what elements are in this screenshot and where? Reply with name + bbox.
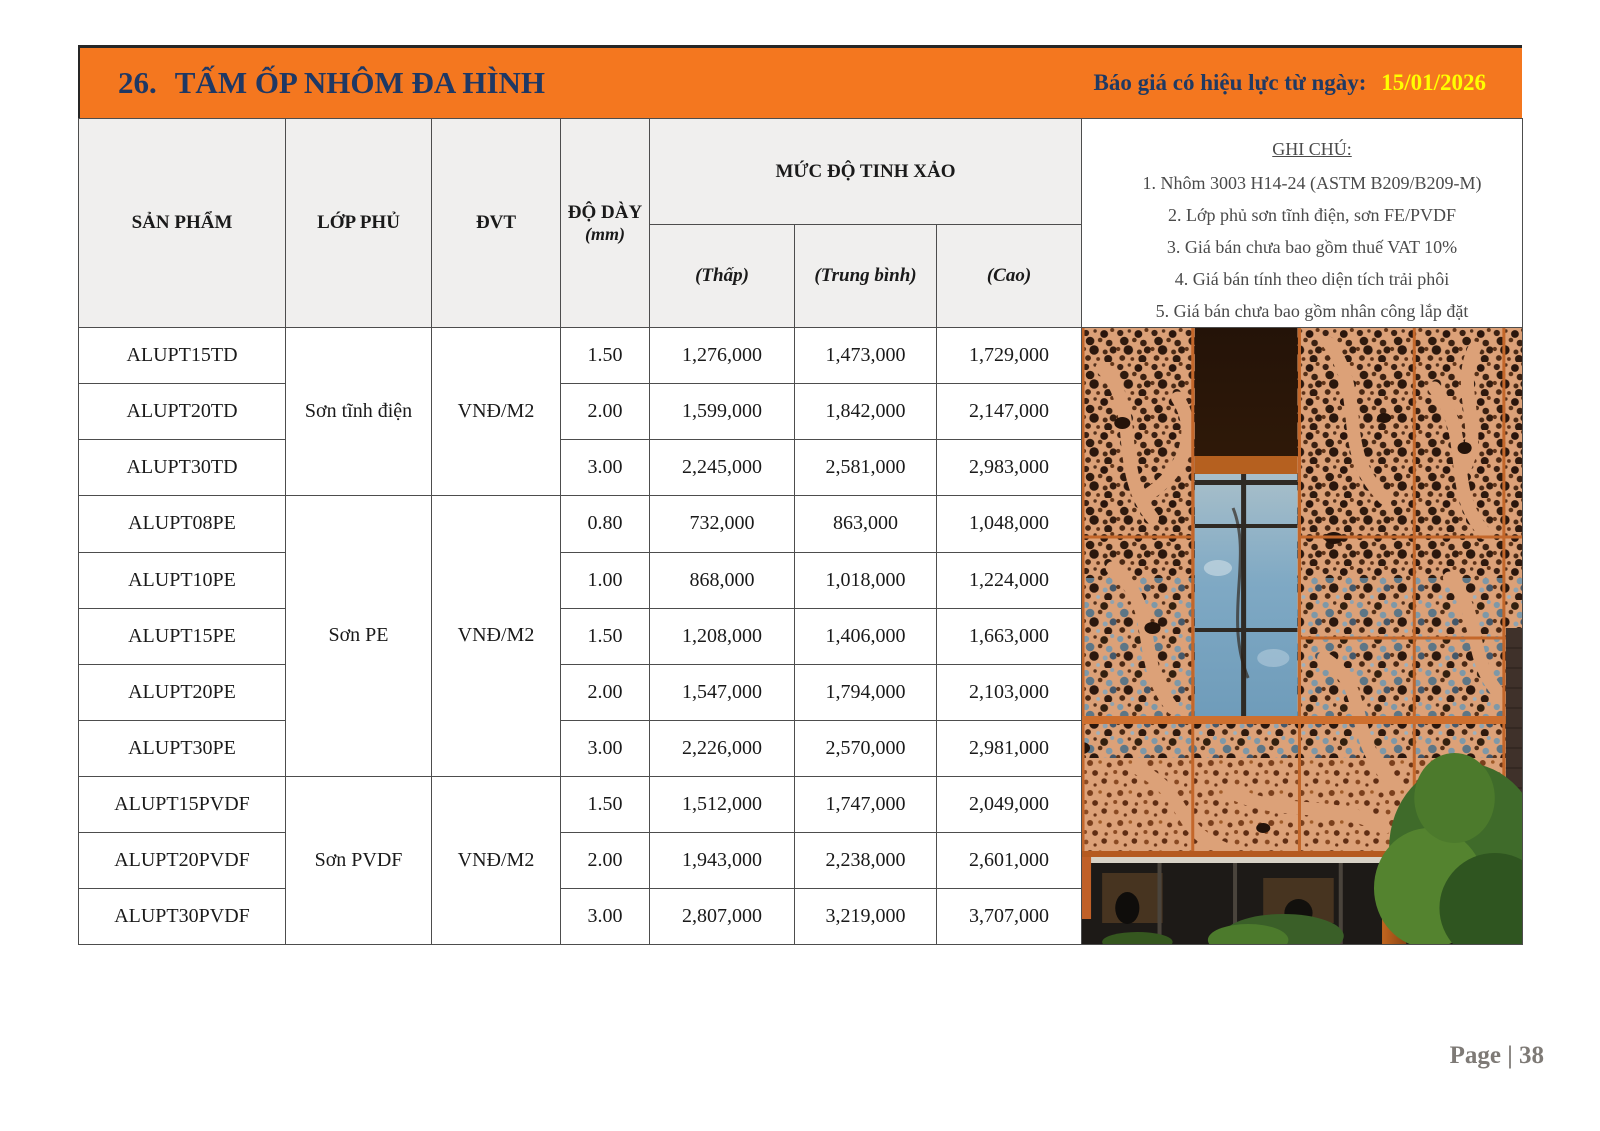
price-high-cell: 1,048,000: [937, 496, 1082, 553]
table-header-row-1: [79, 119, 1523, 225]
price-low-cell: 1,547,000: [650, 664, 795, 720]
price-high-cell: 3,707,000: [937, 889, 1082, 945]
product-cell: ALUPT30PE: [79, 720, 286, 776]
notes-title: GHI CHÚ:: [1272, 139, 1352, 159]
thickness-unit-label: (mm): [585, 223, 625, 244]
thickness-cell: 2.00: [561, 384, 650, 440]
coating-cell: Sơn PE: [286, 496, 432, 777]
note-item: 4. Giá bán tính theo diện tích trải phôi: [1174, 269, 1450, 289]
validity-line: [1094, 70, 1486, 96]
col-header-unit: ĐVT: [432, 119, 561, 328]
thickness-cell: 1.50: [561, 328, 650, 384]
price-high-cell: 2,103,000: [937, 664, 1082, 720]
price-high-cell: 1,729,000: [937, 328, 1082, 384]
product-cell: ALUPT30PVDF: [79, 889, 286, 945]
notes-panel: [1082, 119, 1523, 328]
unit-cell: VNĐ/M2: [432, 776, 561, 945]
thickness-cell: 2.00: [561, 664, 650, 720]
coating-cell: Sơn PVDF: [286, 776, 432, 945]
price-low-cell: 1,512,000: [650, 776, 795, 833]
price-low-cell: 1,599,000: [650, 384, 795, 440]
price-medium-cell: 3,219,000: [795, 889, 937, 945]
product-cell: ALUPT15PE: [79, 608, 286, 664]
col-header-product: SẢN PHẨM: [79, 119, 286, 328]
facade-photo: [1082, 328, 1523, 945]
price-medium-cell: 2,238,000: [795, 833, 937, 889]
page-title: [118, 65, 545, 101]
thickness-cell: 1.50: [561, 608, 650, 664]
product-cell: ALUPT20PE: [79, 664, 286, 720]
title-bar: [78, 45, 1522, 118]
product-cell: ALUPT30TD: [79, 440, 286, 496]
col-header-low: (Thấp): [650, 225, 795, 328]
unit-cell: VNĐ/M2: [432, 496, 561, 777]
price-low-cell: 2,807,000: [650, 889, 795, 945]
price-medium-cell: 1,794,000: [795, 664, 937, 720]
thickness-cell: 1.50: [561, 776, 650, 833]
product-cell: ALUPT15TD: [79, 328, 286, 384]
thickness-cell: 3.00: [561, 440, 650, 496]
price-high-cell: 1,224,000: [937, 552, 1082, 608]
validity-date: 15/01/2026: [1381, 70, 1486, 95]
price-low-cell: 1,943,000: [650, 833, 795, 889]
price-low-cell: 2,226,000: [650, 720, 795, 776]
col-header-high: (Cao): [937, 225, 1082, 328]
price-high-cell: 2,601,000: [937, 833, 1082, 889]
thickness-cell: 3.00: [561, 720, 650, 776]
page-number: Page | 38: [1449, 1042, 1544, 1069]
price-medium-cell: 1,406,000: [795, 608, 937, 664]
price-medium-cell: 1,018,000: [795, 552, 937, 608]
note-item: 5. Giá bán chưa bao gồm nhân công lắp đặt: [1155, 301, 1469, 321]
note-item: 2. Lớp phủ sơn tĩnh điện, sơn FE/PVDF: [1167, 205, 1457, 225]
price-high-cell: 2,147,000: [937, 384, 1082, 440]
product-cell: ALUPT20PVDF: [79, 833, 286, 889]
price-low-cell: 868,000: [650, 552, 795, 608]
thickness-cell: 1.00: [561, 552, 650, 608]
unit-cell: VNĐ/M2: [432, 328, 561, 496]
price-high-cell: 2,981,000: [937, 720, 1082, 776]
price-medium-cell: 2,581,000: [795, 440, 937, 496]
price-low-cell: 1,276,000: [650, 328, 795, 384]
price-medium-cell: 2,570,000: [795, 720, 937, 776]
col-header-medium: (Trung bình): [795, 225, 937, 328]
price-table: [78, 118, 1523, 945]
price-high-cell: 2,983,000: [937, 440, 1082, 496]
section-number: 26.: [118, 65, 157, 100]
thickness-cell: 2.00: [561, 833, 650, 889]
price-medium-cell: 863,000: [795, 496, 937, 553]
coating-cell: Sơn tĩnh điện: [286, 328, 432, 496]
price-low-cell: 2,245,000: [650, 440, 795, 496]
col-header-coating: LỚP PHỦ: [286, 119, 432, 328]
thickness-cell: 0.80: [561, 496, 650, 553]
price-low-cell: 1,208,000: [650, 608, 795, 664]
table-row: [79, 328, 1523, 384]
section-title: TẤM ỐP NHÔM ĐA HÌNH: [174, 65, 546, 100]
thickness-cell: 3.00: [561, 889, 650, 945]
note-item: 3. Giá bán chưa bao gồm thuế VAT 10%: [1166, 237, 1458, 257]
note-item: 1. Nhôm 3003 H14-24 (ASTM B209/B209-M): [1142, 173, 1482, 193]
price-medium-cell: 1,747,000: [795, 776, 937, 833]
building-facade-illustration: [1082, 328, 1522, 944]
price-medium-cell: 1,842,000: [795, 384, 937, 440]
product-cell: ALUPT15PVDF: [79, 776, 286, 833]
product-cell: ALUPT08PE: [79, 496, 286, 553]
price-high-cell: 1,663,000: [937, 608, 1082, 664]
price-medium-cell: 1,473,000: [795, 328, 937, 384]
validity-label: Báo giá có hiệu lực từ ngày:: [1093, 70, 1367, 95]
product-cell: ALUPT20TD: [79, 384, 286, 440]
thickness-label: ĐỘ DÀY: [567, 201, 643, 223]
price-high-cell: 2,049,000: [937, 776, 1082, 833]
col-header-thickness: [561, 119, 650, 328]
price-low-cell: 732,000: [650, 496, 795, 553]
product-cell: ALUPT10PE: [79, 552, 286, 608]
col-header-finesse: MỨC ĐỘ TINH XẢO: [650, 119, 1082, 225]
